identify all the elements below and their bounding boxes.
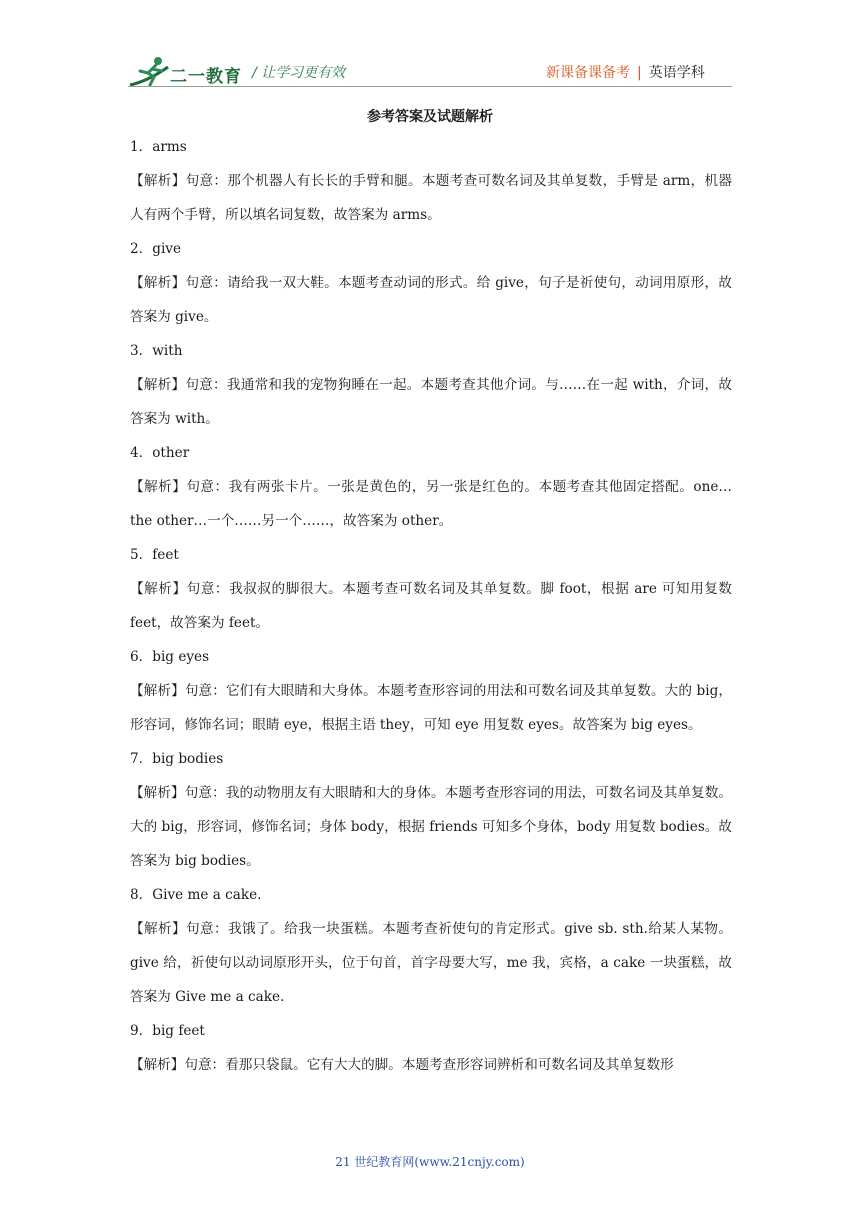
analysis-paragraph: 【解析】句意：我通常和我的宠物狗睡在一起。本题考查其他介词。与……在一起 with，介词，故答案为 with。 xyxy=(130,377,732,427)
answer-line: 7．big bodies xyxy=(130,751,224,767)
page-header xyxy=(0,0,860,100)
page-title: 参考答案及试题解析 xyxy=(367,109,493,125)
running-man-logo-icon xyxy=(128,55,172,89)
analysis-paragraph: 【解析】句意：我饿了。给我一块蛋糕。本题考查祈使句的肯定形式。give sb. sth.给某人某物。give 给，祈使句以动词原形开头，位于句首，首字母要大写，me 我，宾格，a cake 一块蛋糕，故答案为 Give me a cake. xyxy=(130,921,732,1005)
answer-line: 4．other xyxy=(130,445,190,461)
answer-line: 5．feet xyxy=(130,547,179,563)
subject-label: 英语学科 xyxy=(648,65,705,81)
header-right xyxy=(546,62,705,82)
answer-list xyxy=(130,130,732,1082)
answer-line: 8．Give me a cake. xyxy=(130,887,262,903)
slogan: / 让学习更有效 xyxy=(252,65,346,81)
page-footer: 21 世纪教育网(www.21cnjy.com) xyxy=(335,1155,525,1169)
header-divider xyxy=(128,86,732,87)
analysis-paragraph: 【解析】句意：它们有大眼睛和大身体。本题考查形容词的用法和可数名词及其单复数。大的 big，形容词，修饰名词；眼睛 eye，根据主语 they，可知 eye 用复数 eyes。故答案为 big eyes。 xyxy=(130,683,732,733)
answer-line: 2．give xyxy=(130,241,182,257)
analysis-paragraph: 【解析】句意：请给我一双大鞋。本题考查动词的形式。给 give，句子是祈使句，动词用原形，故答案为 give。 xyxy=(130,275,732,325)
answer-line: 3．with xyxy=(130,343,183,359)
analysis-paragraph: 【解析】句意：我的动物朋友有大眼睛和大的身体。本题考查形容词的用法，可数名词及其单复数。大的 big，形容词，修饰名词；身体 body，根据 friends 可知多个身体，body 用复数 bodies。故答案为 big bodies。 xyxy=(130,785,732,869)
answer-line: 1．arms xyxy=(130,139,187,155)
logo-text: 二一教育 xyxy=(170,67,242,87)
analysis-paragraph: 【解析】句意：我有两张卡片。一张是黄色的，另一张是红色的。本题考查其他固定搭配。one…the other…一个……另一个……，故答案为 other。 xyxy=(130,479,732,529)
answer-line: 6．big eyes xyxy=(130,649,210,665)
header-separator: | xyxy=(637,65,642,81)
analysis-paragraph: 【解析】句意：那个机器人有长长的手臂和腿。本题考查可数名词及其单复数，手臂是 arm，机器人有两个手臂，所以填名词复数，故答案为 arms。 xyxy=(130,173,732,223)
answer-line: 9．big feet xyxy=(130,1023,205,1039)
brand-label: 新课备课备考 xyxy=(546,65,630,81)
analysis-paragraph: 【解析】句意：我叔叔的脚很大。本题考查可数名词及其单复数。脚 foot，根据 are 可知用复数 feet，故答案为 feet。 xyxy=(130,581,732,631)
analysis-paragraph: 【解析】句意：看那只袋鼠。它有大大的脚。本题考查形容词辨析和可数名词及其单复数形 xyxy=(130,1057,674,1073)
